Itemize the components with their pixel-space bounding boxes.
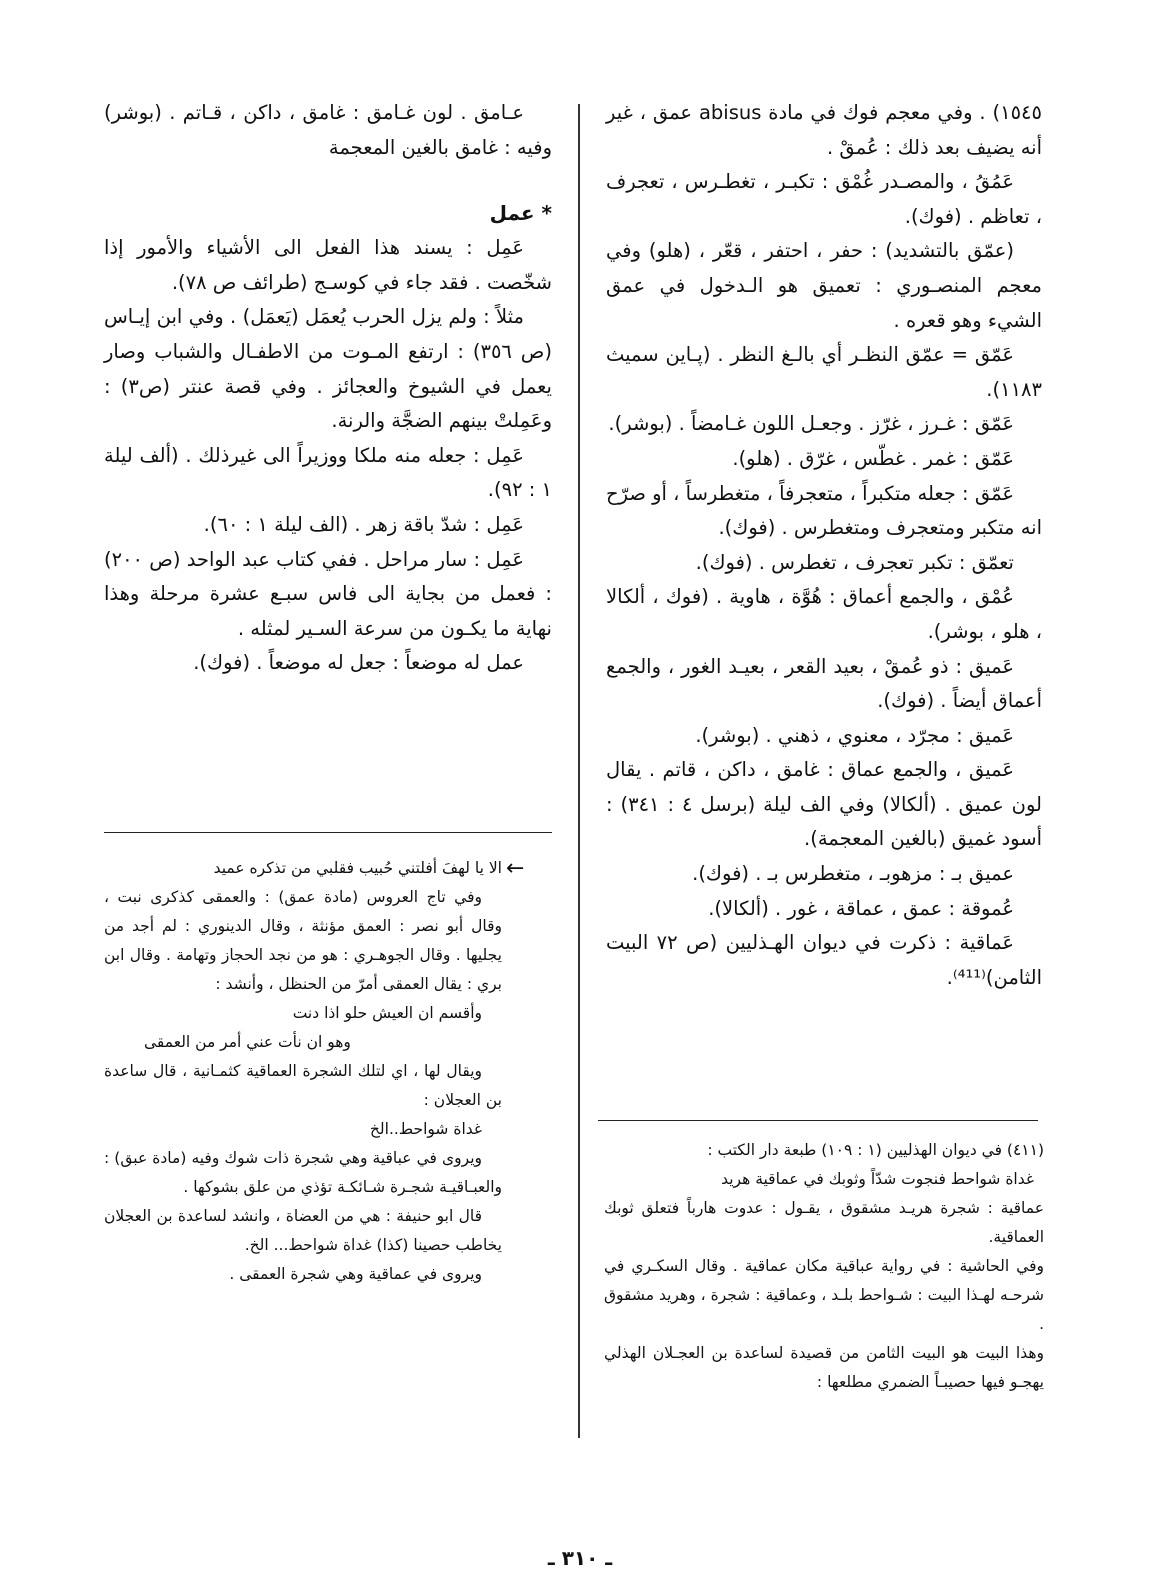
paragraph: عَمِل : شدّ باقة زهر . (الف ليلة ١ : ٦٠). [203, 512, 524, 536]
footnote-paragraph: ويقال لها ، اي لتلك الشجرة العماقية كثمـانية ، قال ساعدة بن العجلان : [104, 1062, 502, 1109]
paragraph: عَميق : ذو عُمقْ ، بعيد القعر ، بعيـد الغور ، والجمع أعماق أيضاً . (فوك). [606, 654, 1042, 713]
footnote-paragraph: قال ابو حنيفة : هي من العضاة ، وانشد لساعدة بن العجلان يخاطب حصينا (كذا) غداة شواحط... الخ. [104, 1207, 502, 1254]
footnote-paragraph: ويروى في عماقية وهي شجرة العمقى . [229, 1265, 482, 1283]
verse-line: وهو ان نأت عني أمر من العمقى [144, 1033, 351, 1051]
verse-line: غداة شواحط..الخ [369, 1120, 482, 1138]
paragraph: عَمّق : غمر . غطّس ، غرّق . (هلو). [732, 446, 1014, 470]
column-divider [578, 104, 580, 1438]
paragraph: عَمِل : يسند هذا الفعل الى الأشياء والأمور إذا شخّصت . فقد جاء في كوسـج (طرائف ص ٧٨). [104, 236, 552, 294]
footnote-right [604, 1136, 1044, 1397]
footnote-paragraph: عماقية : شجرة هريـد مشقوق ، يقـول : عدوت هارباً فتعلق ثوبك العماقية. [604, 1199, 1044, 1246]
paragraph: عمل له موضعاً : جعل له موضعاً . (فوك). [193, 651, 524, 675]
footnote-rule-left [104, 832, 552, 833]
paragraph: عـامق . لون غـامق : غامق ، داكن ، قـاتم . (بوشر) وفيه : غامق بالغين المعجمة [104, 101, 552, 159]
entry-heading: * عمل [489, 201, 552, 226]
left-column [104, 96, 552, 681]
verse-line: الا يا لهفَ أفلتني حُبيب فقلبي من تذكره عميد [213, 859, 502, 877]
footnote-paragraph: وفي تاج العروس (مادة عمق) : والعمقى كذكرى نبت ، وقال أبو نصر : العمق مؤنثة ، وقال الدينوري : لم أجد من يجليها . وقال الجوهـري : هو من نجد الحجاز وتهامة . وقال ابن بري : يقال العمقى أمرّ من الحنظل ، وأنشد : [104, 888, 502, 993]
paragraph: عُمْق ، والجمع أعماق : هُوَّة ، هاوية . (فوك ، ألكالا ، هلو ، بوشر). [606, 585, 1042, 643]
verse-line: وأقسم ان العيش حلو اذا دنت [292, 1004, 482, 1022]
paragraph: عُموقة : عمق ، عماقة ، غور . (ألكالا). [708, 896, 1014, 920]
footnote-paragraph: وهذا البيت هو البيت الثامن من قصيدة لساعدة بن العجـلان الهذلي يهجـو فيها حصيبـاً الضمري مطلعها : [604, 1344, 1044, 1391]
paragraph: عَميق : مجرّد ، معنوي ، ذهني . (بوشر). [695, 723, 1014, 747]
paragraph: عَميق ، والجمع عماق : غامق ، داكن ، قاتم . يقال لون عميق . (ألكالا) وفي الف ليلة (برسل ٤ : ٣٤١) : أسود غميق (بالغين المعجمة). [606, 758, 1042, 851]
paragraph: عميق بـ : مزهوبـ ، متغطرس بـ . (فوك). [692, 862, 1014, 886]
footnote-paragraph: (٤١١) في ديوان الهذليين (١ : ١٠٩) طبعة دار الكتب : [707, 1141, 1044, 1159]
paragraph: ١٥٤٥) . وفي معجم فوك في مادة abisus عمق ، غير أنه يضيف بعد ذلك : عُمقْ . [606, 101, 1042, 159]
paragraph: تعمّق : تكبر تعجرف ، تغطرس . (فوك). [695, 550, 1014, 574]
footnote-left [104, 854, 502, 1289]
footnote-rule-right [598, 1120, 1038, 1121]
right-column [606, 96, 1042, 995]
footnote-paragraph: ويروى في عباقية وهي شجرة ذات شوك وفيه (مادة عبق) : والعبـاقيـة شجـرة شـائكـة تؤذي من علق بشوكها . [104, 1149, 502, 1196]
paragraph: (عمّق بالتشديد) : حفر ، احتفر ، قعّر ، (هلو) وفي معجم المنصـوري : تعميق هو الـدخول في عمق الشيء وهو قعره . [606, 239, 1042, 332]
page-number: ـ ٣١٠ ـ [547, 1546, 613, 1570]
paragraph: عَمّق = عمّق النظـر أي بالـغ النظر . (پـاين سميث ١١٨٣). [606, 343, 1042, 401]
paragraph: عَمّق : غـرز ، غرّز . وجعـل اللون غـامضاً . (بوشر). [608, 412, 1014, 436]
paragraph: عَمّق : جعله متكبراً ، متعجرفاً ، متغطرساً ، أو صرّح انه متكبر ومتعجرف ومتغطرس . (فوك). [606, 481, 1042, 540]
paragraph: عَماقية : ذكرت في ديوان الهـذليين (ص ٧٢ البيت الثامن)⁽⁴¹¹⁾. [606, 931, 1042, 989]
footnote-paragraph: وفي الحاشية : في رواية عباقية مكان عماقية . وقال السكـري في شرحـه لهـذا البيت : شـواحط بلـد ، وعماقية : شجرة ، وهريد مشقوق . [604, 1257, 1044, 1333]
verse-line: غداة شواحط فنجوت شدّاً وثوبك في عماقية هريد [721, 1170, 1034, 1188]
paragraph: عَمُقُ ، والمصـدر غُمْق : تكبـر ، تغطـرس ، تعجرف ، تعاظم . (فوك). [606, 170, 1042, 228]
paragraph: عَمِل : سار مراحل . ففي كتاب عبد الواحد (ص ٢٠٠) : فعمل من بجاية الى فاس سبـع عشرة مرحلة وهذا نهاية ما يكـون من سرعة السـير لمثله . [104, 547, 552, 640]
arrow-left-icon: ← [506, 856, 525, 881]
paragraph: عَمِل : جعله منه ملكا ووزيراً الى غيرذلك . (ألف ليلة ١ : ٩٢). [104, 443, 552, 502]
paragraph: مثلاً : ولم يزل الحرب يُعمَل (يَعمَل) . وفي ابن إيـاس (ص ٣٥٦) : ارتفع المـوت من الاطفـال والشباب وصار يعمل في الشيوخ والعجائز . وفي قصة عنتر (ص٣) : وعَمِلتْ بينهم الضجَّة والرنة. [104, 305, 552, 433]
